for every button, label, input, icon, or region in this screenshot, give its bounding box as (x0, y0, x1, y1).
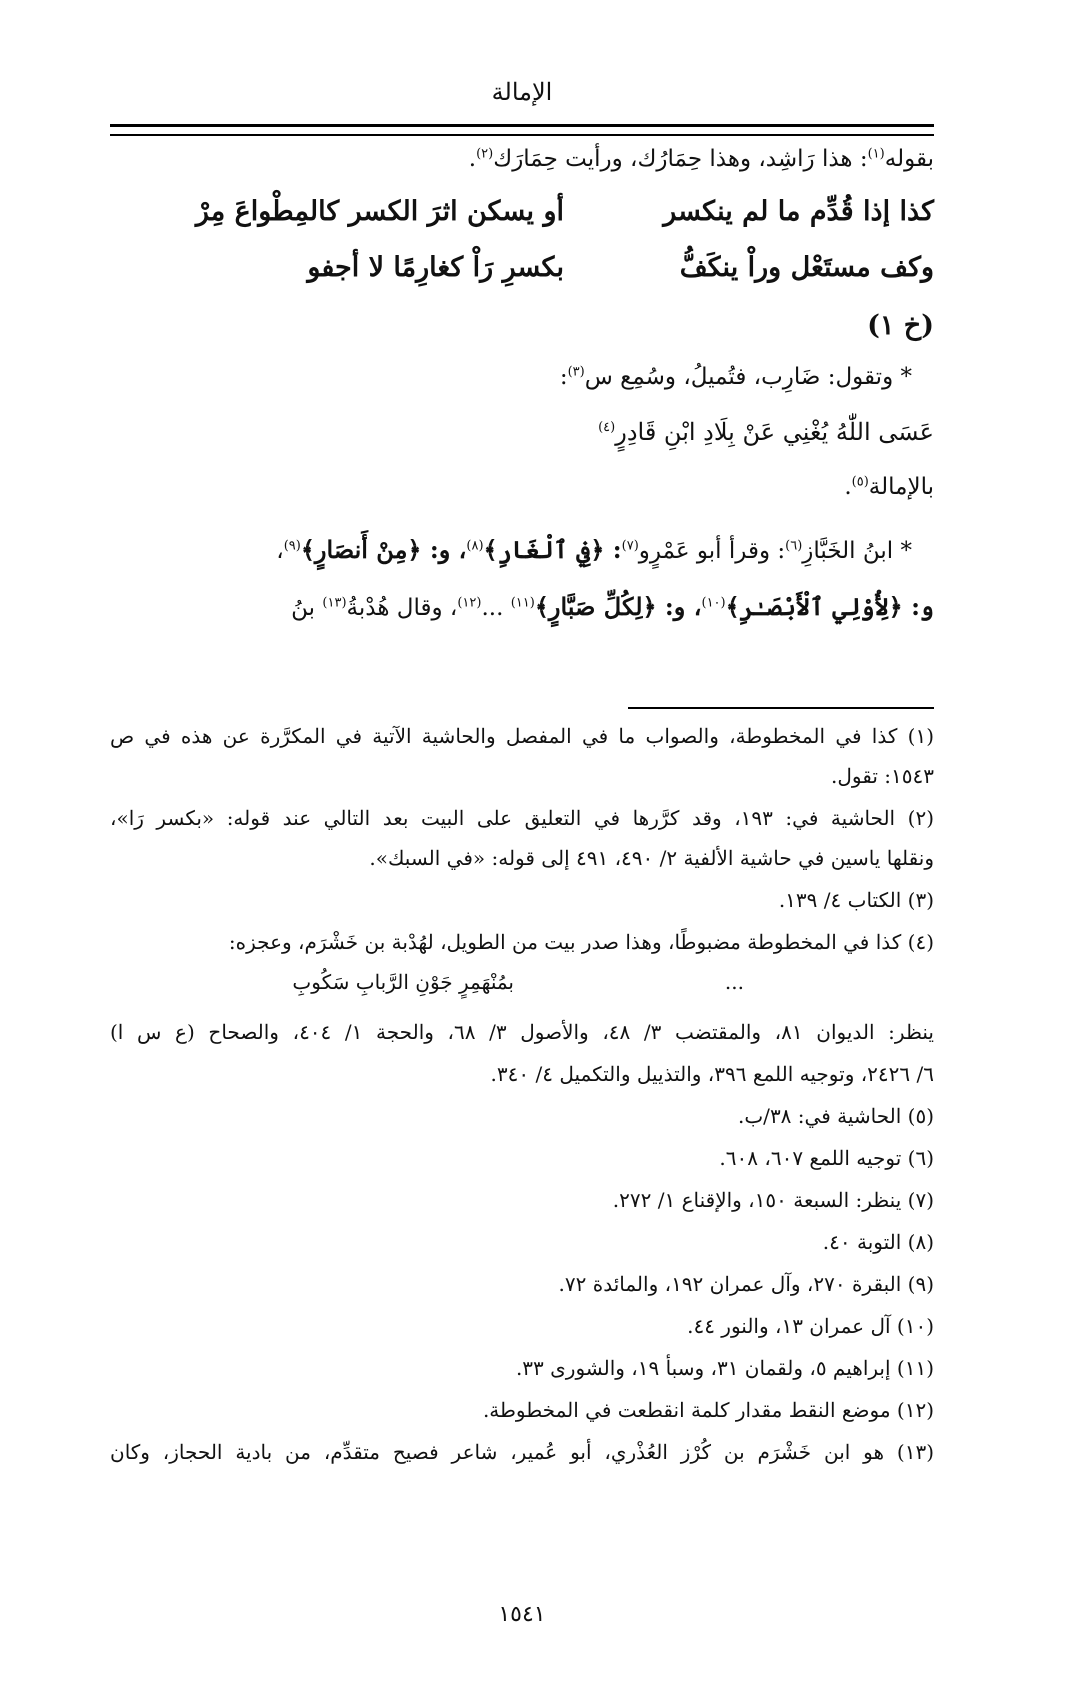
footnote-9: (٩) البقرة ٢٧٠، وآل عمران ١٩٢، والمائدة ٧٢. (558, 1272, 934, 1296)
body-line-imala: بالإمالة$^{(٥)}$. (844, 474, 934, 500)
footnote-4-refs-cont: ٦/ ٢٤٢٦، وتوجيه اللمع ٣٩٦، والتذييل والتكميل ٤/ ٣٤٠. (490, 1062, 934, 1086)
footnote-ref[interactable]: (١٢) (457, 595, 482, 611)
verse-hemistich-left: أو يسكن اثرَ الكسر كالمِطْواعَ مِرْ (195, 196, 564, 227)
footnote-2: (٢) الحاشية في: ١٩٣، وقد كرَّرها في التعليق على البيت بعد التالي عند قوله: «بكسر رَا»، (110, 806, 934, 830)
body-line-khabbaz: * ابنُ الخَبَّازِ$^{(٦)}$: وقرأ أبو عَمْرٍو$^{(٧)}$: ﴿فِي ٱلْغَارِ﴾$^{(٨)}$، و: ﴿مِنْ أَنصَارٍ﴾$^{(٩)}$، (276, 535, 912, 564)
footnote-ref[interactable]: (٣) (567, 364, 585, 380)
footnote-ref[interactable]: (١٣) (322, 595, 347, 611)
header-rule-thick (110, 124, 934, 127)
footnote-13: (١٣) هو ابن خَشْرَم بن كُرْز العُذْري، أبو عُمير، شاعر فصيح متقدِّم، من بادية الحجاز، وكان (110, 1440, 934, 1464)
footnote-4-poem: ... بمُنْهَمِرٍ جَوْنِ الرَّبابِ سَكُوبِ (292, 970, 744, 994)
verse-hemistich-right: كذا إذا قُدِّم ما لم ينكسر (663, 196, 934, 227)
verse-tag: (خ ١) (867, 310, 934, 341)
footnote-10: (١٠) آل عمران ١٣، والنور ٤٤. (687, 1314, 934, 1338)
footnote-1-cont: ١٥٤٣: تقول. (831, 764, 934, 788)
poem-quote: عَسَى اللّٰهُ يُغْنِي عَنْ بِلَادِ ابْنِ قَادِرٍ$^{(٤)}$ (598, 418, 934, 446)
footnote-ref[interactable]: (٢) (476, 146, 494, 162)
verse-hemistich-left: بكسرِ رَاْ كغارِمًا لا أجفو (307, 252, 564, 283)
header-rule-thin (110, 134, 934, 136)
footnote-ref[interactable]: (٩) (283, 538, 301, 554)
page (110, 0, 934, 1698)
body-line-say: * وتقول: ضَارِب، فتُميلُ، وسُمِع س$^{(٣)}$: (559, 364, 912, 390)
footnote-separator (628, 707, 934, 709)
footnote-4-refs: ينظر: الديوان ٨١، والمقتضب ٣/ ٤٨، والأصول ٣/ ٦٨، والحجة ١/ ٤٠٤، والصحاح (ع س ا) (110, 1020, 934, 1044)
footnote-ref[interactable]: (٤) (598, 420, 616, 435)
footnote-2-cont: ونقلها ياسين في حاشية الألفية ٢/ ٤٩٠، ٤٩١ إلى قوله: «في السبك». (369, 846, 934, 870)
verse-hemistich-right: وكف مستَعْل وراْ ينكَفُّ (679, 252, 934, 283)
footnote-12: (١٢) موضع النقط مقدار كلمة انقطعت في المخطوطة. (482, 1398, 934, 1422)
footnote-4: (٤) كذا في المخطوطة مضبوطًا، وهذا صدر بيت من الطويل، لهُدْبة بن خَشْرَم، وعجزه: (228, 930, 934, 954)
verse-line-1 (110, 196, 934, 240)
footnote-ref[interactable]: (٨) (466, 538, 484, 554)
footnote-ref[interactable]: (٧) (621, 538, 639, 554)
body-line-1: بقوله$^{(١)}$: هذا رَاشِد، وهذا حِمَارُك، ورأيت حِمَارَك$^{(٢)}$. (468, 146, 934, 172)
footnote-3: (٣) الكتاب ٤/ ١٣٩. (778, 888, 934, 912)
footnote-ref[interactable]: (١٠) (701, 595, 726, 611)
footnote-1: (١) كذا في المخطوطة، والصواب ما في المفصل والحاشية الآتية في المكرَّرة عن هذه في ص (110, 724, 934, 748)
footnote-11: (١١) إبراهيم ٥، ولقمان ٣١، وسبأ ١٩، والشورى ٣٣. (515, 1356, 934, 1380)
body-line-last: و: ﴿لِأُوْلِي ٱلْأَبْصَـٰرِ﴾$^{(١٠)}$، و: ﴿لِكُلِّ صَبَّارٍ﴾$^{(١١)}$ ...$^{(١٢)}$، وقال هُدْبةُ$^{(١٣)}$ بنُ (291, 592, 934, 621)
footnote-ref[interactable]: (٦) (785, 538, 803, 554)
footnote-5: (٥) الحاشية في: ٣٨/ب. (738, 1104, 934, 1128)
footnote-6: (٦) توجيه اللمع ٦٠٧، ٦٠٨. (719, 1146, 934, 1170)
footnote-ref[interactable]: (١١) (510, 595, 535, 611)
footnote-ref[interactable]: (١) (867, 146, 885, 162)
page-number: ١٥٤١ (498, 1602, 546, 1627)
footnote-ref[interactable]: (٥) (851, 474, 869, 490)
footnote-8: (٨) التوبة ٤٠. (822, 1230, 934, 1254)
verse-line-2 (110, 252, 934, 296)
footnote-7: (٧) ينظر: السبعة ١٥٠، والإقناع ١/ ٢٧٢. (612, 1188, 934, 1212)
running-header: الإمالة (491, 78, 553, 106)
